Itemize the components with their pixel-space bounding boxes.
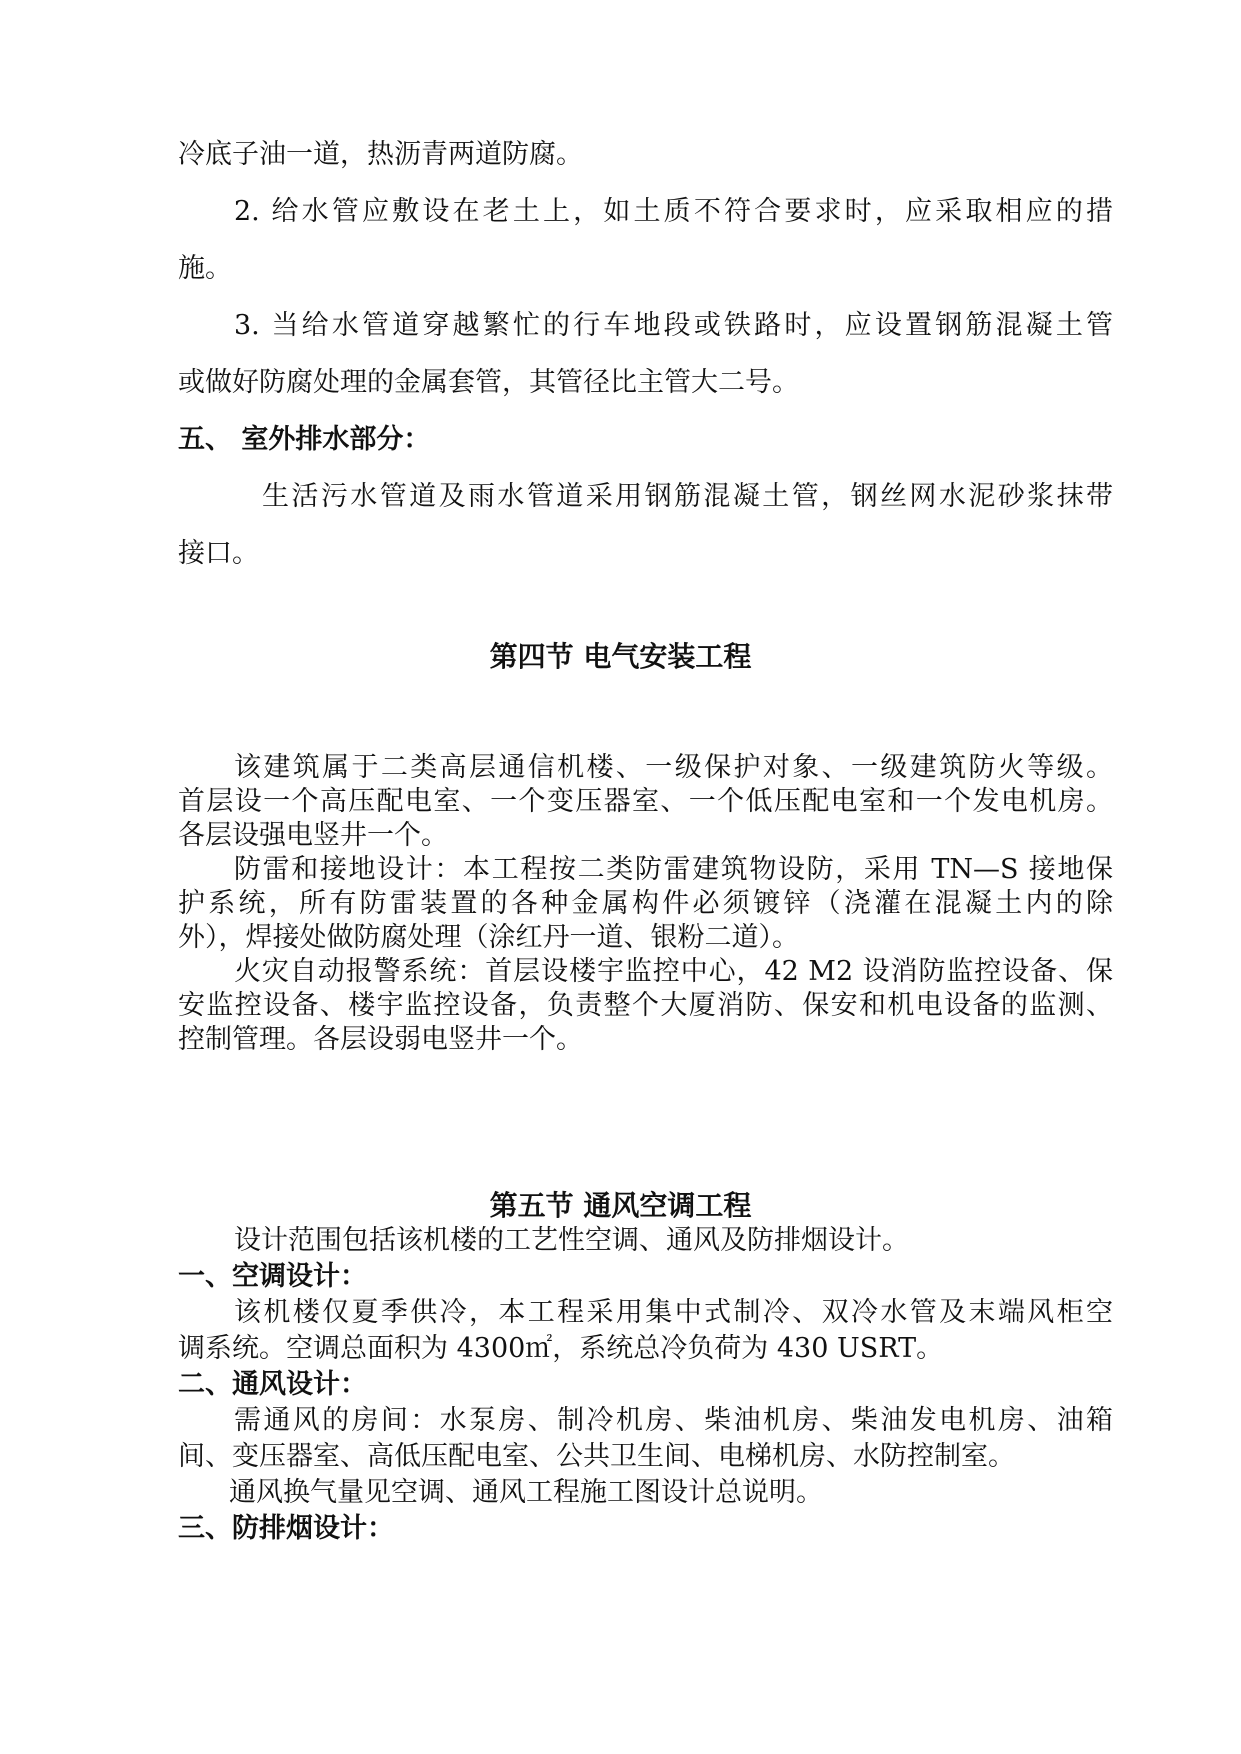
subheading: 二、通风设计：	[178, 1369, 367, 1400]
paragraph-line: 该机楼仅夏季供冷，本工程采用集中式制冷、双冷水管及末端风柜空	[234, 1297, 1113, 1328]
paragraph-line: 通风换气量见空调、通风工程施工图设计总说明。	[229, 1477, 823, 1508]
paragraph-line: 设计范围包括该机楼的工艺性空调、通风及防排烟设计。	[234, 1225, 909, 1256]
paragraph-line: 间、变压器室、高低压配电室、公共卫生间、电梯机房、水防控制室。	[178, 1441, 1015, 1472]
section-5-title: 第五节 通风空调工程	[489, 1189, 752, 1222]
paragraph-line: 首层设一个高压配电室、一个变压器室、一个低压配电室和一个发电机房。	[178, 786, 1113, 817]
paragraph-line: 该建筑属于二类高层通信机楼、一级保护对象、一级建筑防火等级。	[234, 752, 1113, 783]
item-3-line: 3. 当给水管道穿越繁忙的行车地段或铁路时，应设置钢筋混凝土管	[234, 310, 1113, 341]
paragraph-line: 外），焊接处做防腐处理（涂红丹一道、银粉二道）。	[178, 922, 799, 953]
paragraph-line: 火灾自动报警系统：首层设楼宇监控中心，42 M2 设消防监控设备、保	[234, 956, 1113, 987]
text-line: 冷底子油一道，热沥青两道防腐。	[178, 139, 583, 170]
text-line: 或做好防腐处理的金属套管，其管径比主管大二号。	[178, 367, 799, 398]
paragraph-line: 防雷和接地设计：本工程按二类防雷建筑物设防，采用 TN—S 接地保	[234, 854, 1113, 885]
item-2-line: 2. 给水管应敷设在老土上，如土质不符合要求时，应采取相应的措	[234, 196, 1113, 227]
paragraph-line: 生活污水管道及雨水管道采用钢筋混凝土管，钢丝网水泥砂浆抹带	[262, 481, 1113, 512]
text-line: 施。	[178, 253, 232, 284]
paragraph-line: 控制管理。各层设弱电竖井一个。	[178, 1024, 583, 1055]
paragraph-line: 需通风的房间：水泵房、制冷机房、柴油机房、柴油发电机房、油箱	[234, 1405, 1113, 1436]
paragraph-line: 各层设强电竖井一个。	[178, 820, 448, 851]
subheading: 一、空调设计：	[178, 1261, 367, 1292]
paragraph-line: 护系统，所有防雷装置的各种金属构件必须镀锌（浇灌在混凝土内的除	[178, 888, 1113, 919]
paragraph-line: 安监控设备、楼宇监控设备，负责整个大厦消防、保安和机电设备的监测、	[178, 990, 1113, 1021]
text-line: 接口。	[178, 538, 259, 569]
section-4-title: 第四节 电气安装工程	[489, 640, 752, 673]
subheading: 三、防排烟设计：	[178, 1513, 394, 1544]
paragraph-line: 调系统。空调总面积为 4300㎡，系统总冷负荷为 430 USRT。	[178, 1333, 944, 1364]
section-heading: 五、 室外排水部分：	[178, 424, 431, 455]
